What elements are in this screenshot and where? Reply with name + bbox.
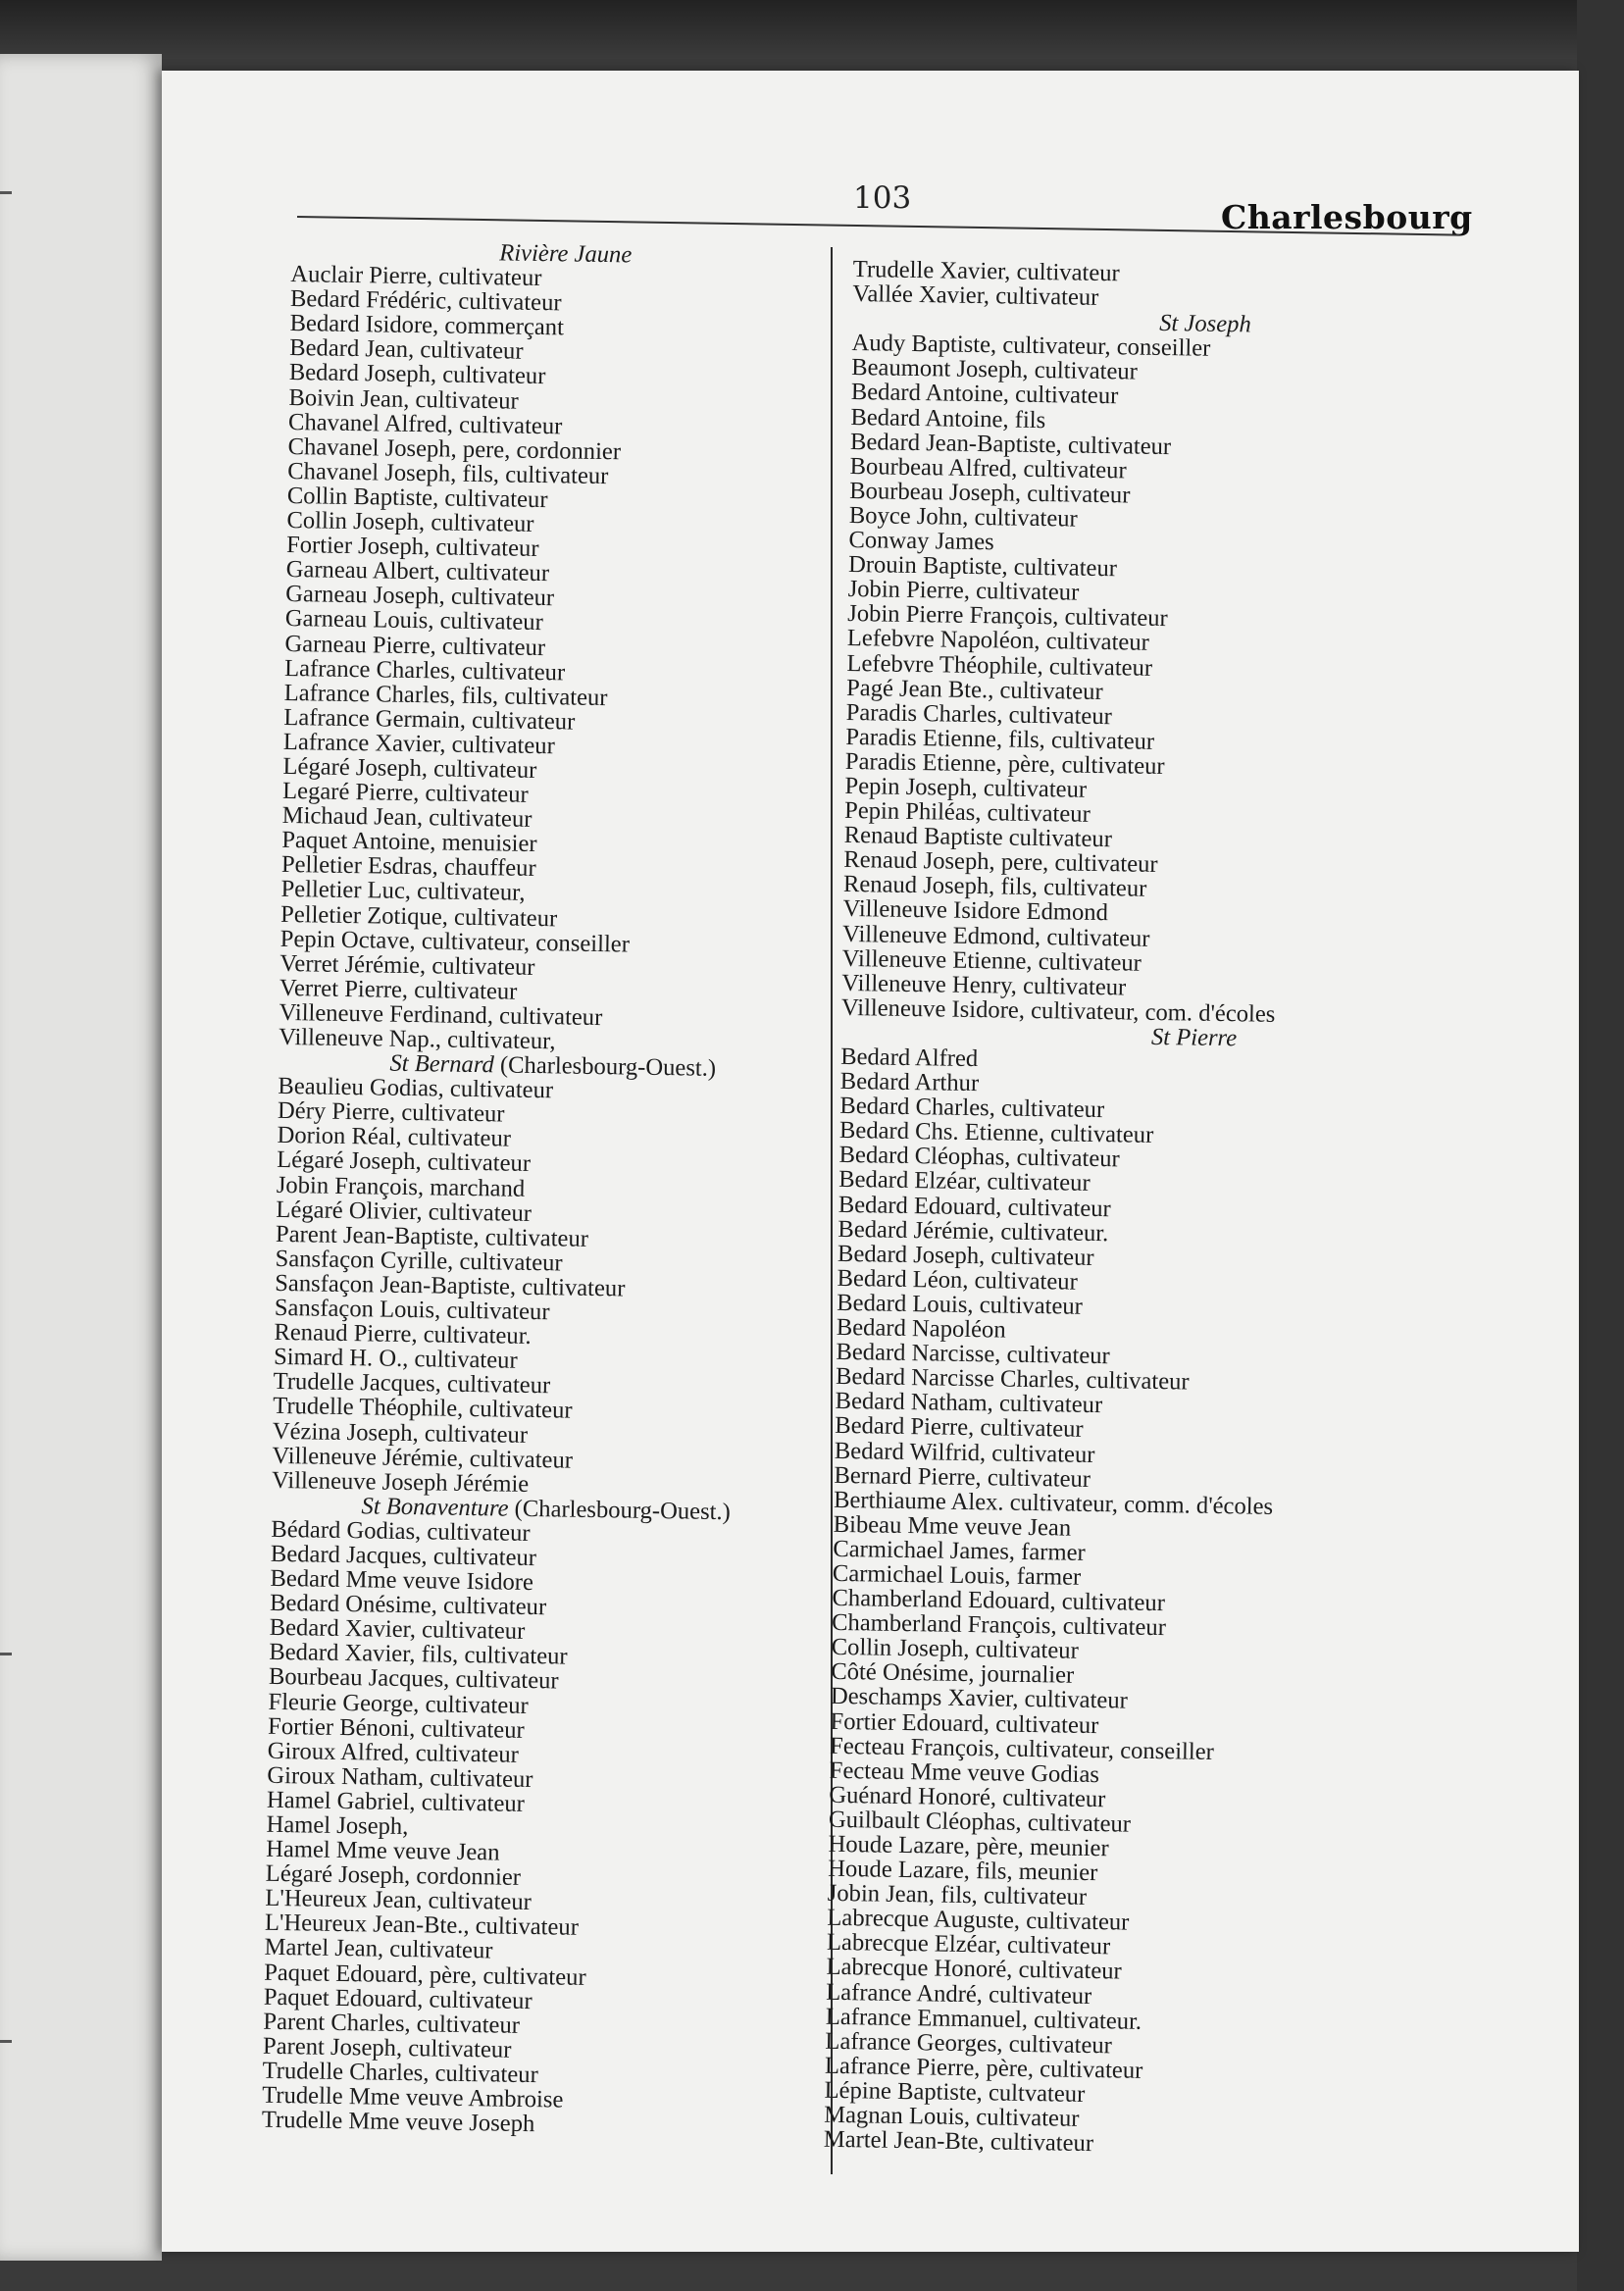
directory-entry: Boivin Jean, cultivateur (288, 383, 519, 415)
directory-entry: Trudelle Xavier, cultivateur (852, 256, 1120, 287)
directory-entry: Bedard Mme veuve Isidore (270, 1564, 534, 1597)
directory-entry: Pepin Philéas, cultivateur (843, 796, 1091, 828)
directory-entry: Conway James (848, 526, 994, 556)
directory-entry: Bedard Joseph, cultivateur (288, 359, 546, 390)
directory-entry: Villeneuve Jérémie, cultivateur (272, 1442, 574, 1474)
directory-entry: Lafrance Germain, cultivateur (283, 703, 576, 736)
directory-entry: Bedard Xavier, cultivateur (269, 1614, 526, 1646)
directory-entry: Drouin Baptiste, cultivateur (847, 551, 1118, 583)
directory-entry: Renaud Joseph, pere, cultivateur (843, 846, 1158, 879)
directory-entry: Martel Jean, cultivateur (264, 1934, 493, 1964)
scan-background-right (1577, 0, 1624, 2291)
section-heading-place: Rivière Jaune (499, 239, 633, 269)
directory-entry: Audy Baptiste, cultivateur, conseiller (851, 330, 1211, 363)
directory-entry: Côté Onésime, journalier (831, 1658, 1075, 1690)
directory-entry: Bedard Alfred (839, 1043, 979, 1073)
directory-entry: Paquet Antoine, menuisier (281, 827, 537, 858)
directory-entry: Bedard Natham, cultivateur (835, 1388, 1103, 1419)
directory-entry: Hamel Joseph, (266, 1810, 409, 1841)
directory-entry: Bedard Jean-Baptiste, cultivateur (849, 428, 1172, 460)
section-heading-place: St Bonaventure (361, 1493, 509, 1522)
directory-entry: Lafrance Charles, cultivateur (283, 654, 566, 687)
directory-entry: Fleurie George, cultivateur (268, 1688, 529, 1719)
directory-entry: Bernard Pierre, cultivateur (834, 1461, 1091, 1493)
directory-entry: Trudelle Théophile, cultivateur (273, 1393, 573, 1425)
page-number: 103 (853, 180, 912, 216)
directory-entry: Jobin François, marchand (276, 1171, 526, 1202)
directory-entry: Berthiaume Alex. cultivateur, comm. d'écoles (833, 1486, 1274, 1520)
directory-entry: Bedard Antoine, fils (850, 403, 1046, 433)
directory-entry: Bedard Narcisse, cultivateur (836, 1338, 1110, 1370)
directory-entry: Hamel Gabriel, cultivateur (266, 1786, 526, 1817)
directory-entry: Bedard Frédéric, cultivateur (289, 285, 562, 317)
directory-entry: Verret Jérémie, cultivateur (279, 949, 535, 981)
directory-entry: Lafrance Emmanuel, cultivateur. (825, 2003, 1142, 2035)
directory-entry: Chamberland François, cultivateur (831, 1608, 1167, 1642)
directory-entry: Labrecque Honoré, cultivateur (826, 1954, 1122, 1985)
directory-entry: Renaud Baptiste cultivateur (843, 822, 1113, 853)
directory-entry: Lefebvre Napoléon, cultivateur (846, 625, 1150, 657)
directory-entry: Michaud Jean, cultivateur (281, 802, 533, 834)
directory-entry: Lafrance Charles, fils, cultivateur (283, 679, 608, 711)
directory-entry: Déry Pierre, cultivateur (277, 1097, 505, 1128)
directory-entry: Villeneuve Joseph Jérémie (271, 1466, 530, 1498)
directory-entry: Villeneuve Ferdinand, cultivateur (279, 998, 603, 1031)
directory-entry: Magnan Louis, cultivateur (824, 2101, 1080, 2132)
directory-entry: Paradis Charles, cultivateur (845, 698, 1113, 730)
directory-entry: Trudelle Mme veuve Ambroise (262, 2081, 564, 2113)
directory-entry: Bedard Narcisse Charles, cultivateur (835, 1363, 1190, 1396)
directory-page (162, 71, 1579, 2252)
directory-entry: Bedard Charles, cultivateur (839, 1093, 1105, 1124)
directory-entry: Bedard Chs. Etienne, cultivateur (838, 1117, 1154, 1149)
directory-entry: Bourbeau Jacques, cultivateur (268, 1663, 559, 1695)
facing-page-mark (0, 2040, 12, 2043)
directory-entry: L'Heureux Jean, cultivateur (265, 1885, 533, 1916)
directory-entry: Bedard Louis, cultivateur (837, 1289, 1084, 1320)
directory-entry: Lépine Baptiste, cultvateur (824, 2076, 1086, 2108)
directory-entry: Bedard Cléophas, cultivateur (838, 1142, 1120, 1173)
directory-entry: Fortier Bénoni, cultivateur (267, 1712, 525, 1744)
directory-entry: Trudelle Charles, cultivateur (262, 2057, 538, 2089)
directory-entry: Paquet Edouard, cultivateur (263, 1983, 533, 2014)
facing-page-mark (0, 191, 12, 194)
directory-entry: Bedard Antoine, cultivateur (850, 379, 1119, 410)
directory-entry: Légaré Joseph, cultivateur (277, 1146, 532, 1178)
directory-entry: Lafrance André, cultivateur (826, 1978, 1092, 2010)
directory-entry: Renaud Joseph, fils, cultivateur (842, 871, 1147, 903)
directory-entry: Bedard Jérémie, cultivateur. (837, 1215, 1109, 1247)
directory-entry: Vallée Xavier, cultivateur (852, 280, 1099, 312)
directory-entry: Villeneuve Nap., cultivateur, (278, 1023, 556, 1055)
directory-entry: Parent Charles, cultivateur (263, 2008, 521, 2039)
directory-entry: Guilbault Cléophas, cultivateur (828, 1806, 1132, 1838)
directory-entry: Bourbeau Joseph, cultivateur (849, 477, 1131, 509)
directory-entry: Sansfaçon Louis, cultivateur (274, 1294, 550, 1326)
section-heading-place: St Joseph (1158, 310, 1251, 338)
section-heading-note: (Charlesbourg-Ouest.) (508, 1495, 732, 1525)
directory-entry: Pelletier Zotique, cultivateur (279, 900, 558, 932)
directory-entry: Bedard Onésime, cultivateur (269, 1589, 547, 1621)
directory-entry: Bedard Wilfrid, cultivateur (834, 1437, 1095, 1468)
directory-entry: Bedard Joseph, cultivateur (837, 1240, 1094, 1271)
directory-entry: Verret Pierre, cultivateur (279, 974, 518, 1005)
directory-entry: Bedard Léon, cultivateur (837, 1264, 1078, 1296)
directory-entry: Bedard Napoléon (836, 1313, 1006, 1344)
directory-entry: Auclair Pierre, cultivateur (290, 261, 542, 292)
directory-entry: Jobin Pierre François, cultivateur (847, 600, 1168, 633)
directory-entry: Lafrance Pierre, père, cultivateur (824, 2052, 1143, 2084)
directory-entry: Bedard Xavier, fils, cultivateur (269, 1639, 568, 1670)
directory-entry: Collin Joseph, cultivateur (831, 1634, 1079, 1665)
directory-entry: Houde Lazare, père, meunier (828, 1830, 1109, 1862)
directory-entry: Pelletier Luc, cultivateur, (280, 876, 526, 907)
directory-entry: Sansfaçon Jean-Baptiste, cultivateur (275, 1269, 626, 1302)
directory-entry: Bedard Elzéar, cultivateur (838, 1166, 1091, 1197)
directory-entry: Pelletier Esdras, chauffeur (280, 851, 536, 883)
directory-entry: Collin Joseph, cultivateur (286, 506, 534, 537)
directory-entry: Renaud Pierre, cultivateur. (274, 1318, 532, 1350)
directory-entry: Garneau Joseph, cultivateur (285, 581, 555, 612)
directory-entry: Hamel Mme veuve Jean (265, 1835, 500, 1866)
directory-entry: Giroux Natham, cultivateur (267, 1761, 533, 1793)
directory-entry: Bedard Jean, cultivateur (289, 334, 524, 366)
directory-entry: Beaumont Joseph, cultivateur (851, 354, 1139, 385)
section-heading-place: St Pierre (1150, 1023, 1238, 1052)
directory-entry: Paquet Edouard, père, cultivateur (264, 1959, 586, 1991)
directory-entry: Garneau Louis, cultivateur (284, 605, 543, 636)
directory-entry: Villeneuve Isidore, cultivateur, com. d'écoles (840, 993, 1276, 1028)
directory-entry: Bedard Edouard, cultivateur (837, 1191, 1111, 1222)
directory-entry: Chavanel Alfred, cultivateur (287, 408, 563, 440)
directory-entry: Légaré Joseph, cultivateur (282, 752, 537, 784)
directory-entry: Fecteau Mme veuve Godias (829, 1756, 1100, 1788)
directory-entry: Bedard Pierre, cultivateur (835, 1412, 1084, 1444)
directory-entry: Villeneuve Isidore Edmond (842, 895, 1109, 927)
directory-entry: Legaré Pierre, cultivateur (281, 777, 529, 808)
directory-entry: Chavanel Joseph, pere, cordonnier (287, 433, 622, 466)
directory-entry: Trudelle Mme veuve Joseph (261, 2106, 535, 2138)
directory-entry: Martel Jean-Bte, cultivateur (823, 2125, 1094, 2158)
directory-entry: Simard H. O., cultivateur (273, 1344, 518, 1374)
directory-entry: Bourbeau Alfred, cultivateur (849, 452, 1127, 484)
directory-entry: Bedard Jacques, cultivateur (270, 1540, 537, 1572)
directory-entry: Guénard Honoré, cultivateur (829, 1781, 1106, 1813)
directory-entry: Giroux Alfred, cultivateur (267, 1737, 520, 1768)
right-column (824, 257, 1559, 2163)
facing-page-mark (0, 1653, 12, 1655)
directory-entry: Garneau Pierre, cultivateur (284, 630, 546, 661)
directory-entry: Boyce John, cultivateur (848, 501, 1078, 533)
directory-entry: Carmichael Louis, farmer (832, 1559, 1082, 1591)
section-heading-place: St Bernard (389, 1049, 494, 1079)
directory-entry: Jobin Pierre, cultivateur (847, 576, 1080, 606)
directory-entry: Fortier Joseph, cultivateur (285, 532, 539, 563)
directory-entry: Bedard Isidore, commerçant (289, 310, 565, 341)
directory-entry: Pepin Octave, cultivateur, conseiller (279, 925, 631, 958)
directory-entry: Fecteau François, cultivateur, conseiller (829, 1732, 1215, 1765)
directory-entry: Jobin Jean, fils, cultivateur (827, 1879, 1088, 1911)
directory-entry: Vézina Joseph, cultivateur (272, 1417, 529, 1449)
directory-entry: Lefebvre Théophile, cultivateur (846, 649, 1153, 682)
directory-entry: Sansfaçon Cyrille, cultivateur (275, 1245, 563, 1277)
directory-entry: Paradis Etienne, père, cultivateur (844, 747, 1165, 780)
running-head: Charlesbourg (1221, 198, 1473, 236)
directory-entry: Parent Joseph, cultivateur (262, 2032, 512, 2063)
directory-entry: Labrecque Elzéar, cultivateur (826, 1929, 1111, 1960)
directory-entry: Légaré Olivier, cultivateur (276, 1196, 533, 1227)
directory-entry: Chamberland Edouard, cultivateur (832, 1584, 1166, 1617)
directory-entry: Villeneuve Edmond, cultivateur (841, 920, 1150, 952)
directory-entry: Pagé Jean Bte., cultivateur (845, 674, 1103, 705)
directory-entry: Bédard Godias, cultivateur (271, 1515, 531, 1547)
section-heading-note: (Charlesbourg-Ouest.) (493, 1051, 717, 1082)
directory-entry: Dorion Réal, cultivateur (277, 1122, 512, 1153)
directory-entry: Houde Lazare, fils, meunier (827, 1855, 1098, 1887)
facing-page-edge (0, 54, 162, 2261)
directory-entry: Chavanel Joseph, fils, cultivateur (287, 457, 609, 489)
directory-entry: Trudelle Jacques, cultivateur (273, 1368, 551, 1400)
directory-entry: Lafrance Georges, cultivateur (825, 2027, 1113, 2060)
directory-entry: Villeneuve Henry, cultivateur (841, 969, 1127, 1001)
directory-entry: Pepin Joseph, cultivateur (844, 772, 1088, 803)
directory-entry: Paradis Etienne, fils, cultivateur (845, 723, 1155, 755)
directory-entry: Beaulieu Godias, cultivateur (278, 1073, 554, 1104)
directory-entry: Fortier Edouard, cultivateur (830, 1707, 1099, 1739)
directory-entry: Bibeau Mme veuve Jean (833, 1510, 1072, 1542)
directory-entry: Lafrance Xavier, cultivateur (282, 728, 556, 760)
directory-entry: Légaré Joseph, cordonnier (265, 1859, 522, 1892)
directory-entry: Villeneuve Etienne, cultivateur (841, 944, 1142, 977)
left-column (262, 237, 840, 2141)
directory-entry: Deschamps Xavier, cultivateur (830, 1683, 1129, 1715)
directory-entry: Bedard Arthur (839, 1067, 980, 1097)
directory-entry: Labrecque Auguste, cultivateur (827, 1905, 1130, 1936)
directory-entry: Collin Baptiste, cultivateur (286, 482, 548, 514)
directory-entry: Carmichael James, farmer (833, 1535, 1086, 1566)
directory-entry: Parent Jean-Baptiste, cultivateur (275, 1220, 589, 1252)
scan-background-top (0, 0, 1624, 59)
directory-entry: L'Heureux Jean-Bte., cultivateur (264, 1909, 580, 1942)
directory-entry: Garneau Albert, cultivateur (285, 556, 550, 587)
